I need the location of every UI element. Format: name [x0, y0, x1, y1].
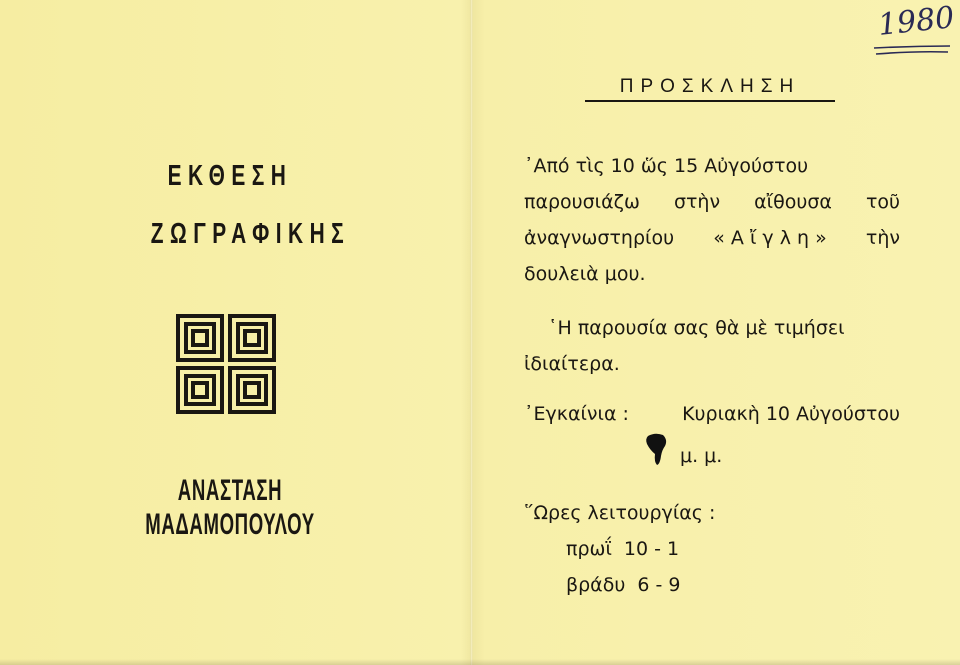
- year-underline-icon: [872, 44, 952, 56]
- text: ἰδιαίτερα.: [524, 353, 620, 375]
- word: τοῦ: [865, 191, 900, 213]
- opening-date: Κυριακὴ 10 Αὐγούστου: [682, 403, 900, 425]
- hours-morning: πρωΐ 10 - 1: [566, 538, 680, 560]
- word: ἀναγνωστηρίου: [524, 227, 675, 249]
- ink-blot-icon: [645, 432, 669, 466]
- card-edge: [0, 659, 960, 665]
- word: τὴν: [865, 227, 900, 249]
- line-2: [524, 346, 900, 382]
- center-fold: [470, 0, 473, 665]
- paragraph-dates: [524, 148, 900, 292]
- invitation-heading: ΠΡΟΣΚΛΗΣΗ: [585, 76, 835, 102]
- exhibition-title-line1: ΕΚΘΕΣΗ: [167, 160, 293, 192]
- exhibition-title-line2: ΖΩΓΡΑΦΙΚΗΣ: [150, 218, 351, 250]
- opening-label: ᾿Εγκαίνια :: [524, 403, 629, 425]
- line-3: [524, 220, 900, 256]
- line-1: [524, 148, 900, 184]
- hours-label: ῞Ωρες λειτουργίας :: [524, 502, 716, 524]
- meander-logo-icon: [176, 314, 276, 414]
- text: ᾿Από τὶς 10 ὥς 15 Αὐγούστου: [524, 155, 809, 177]
- word: παρουσιάζω: [524, 191, 640, 213]
- line-1: [524, 310, 900, 346]
- hours-evening: βράδυ 6 - 9: [566, 574, 681, 596]
- word: αἴθουσα: [754, 191, 832, 213]
- year-text: 1980: [876, 0, 956, 43]
- paragraph-honor: [524, 310, 900, 382]
- line-4: [524, 256, 900, 292]
- gallery-name: « Α ἴ γ λ η »: [713, 227, 827, 249]
- word: στὴν: [673, 191, 721, 213]
- opening-line: [524, 396, 900, 432]
- text: ῾Η παρουσία σας θὰ μὲ τιμήσει: [548, 317, 845, 339]
- opening-time: μ. μ.: [680, 445, 723, 467]
- artist-name: ΑΝΑΣΤΑΣΗ ΜΑΔΑΜΟΠΟΥΛΟΥ: [145, 474, 315, 541]
- text: δουλειὰ μου.: [524, 263, 646, 285]
- line-2: [524, 184, 900, 220]
